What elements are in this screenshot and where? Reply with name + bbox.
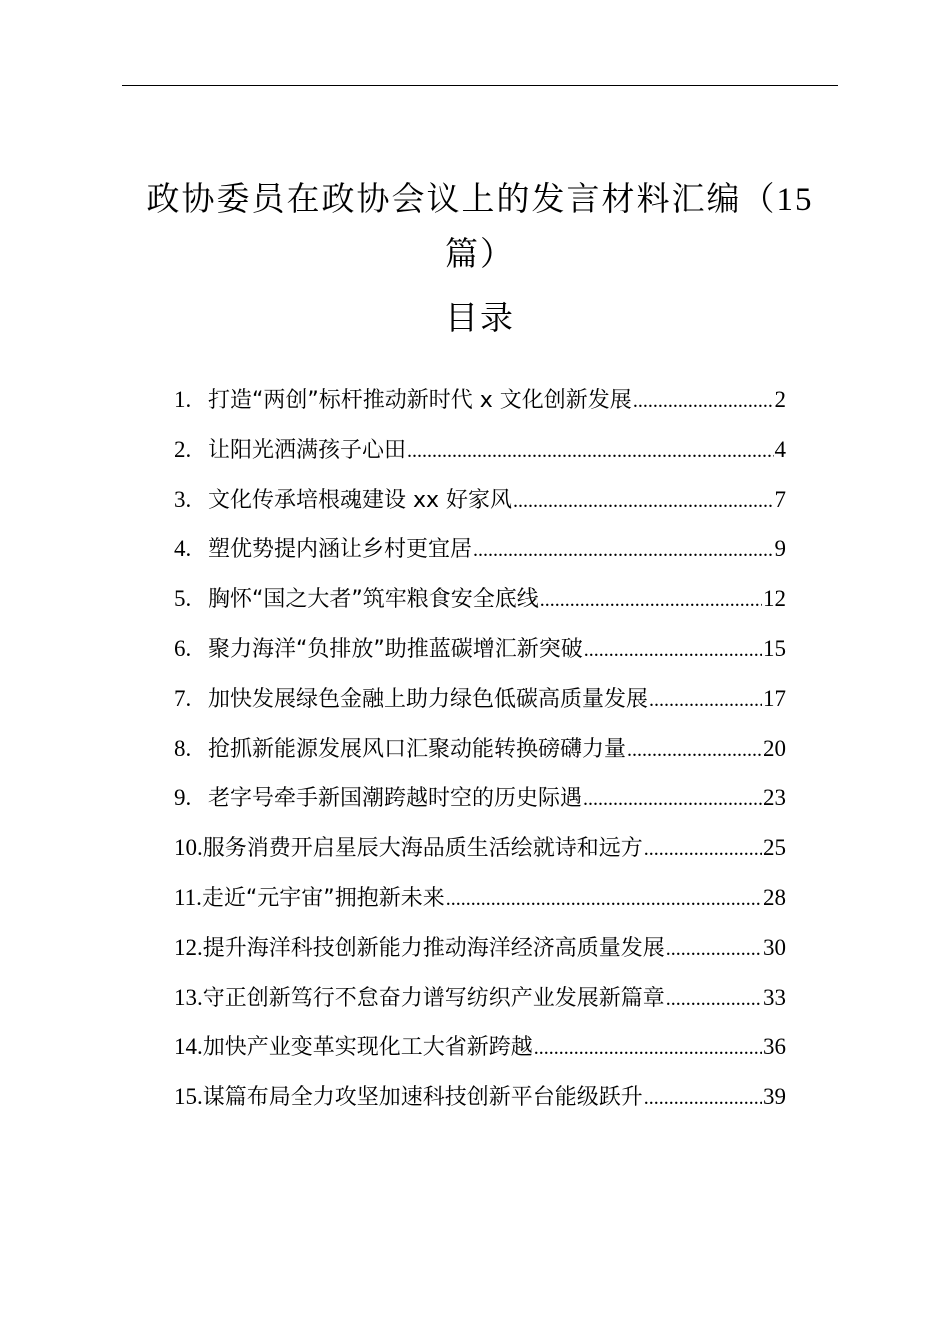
toc-entry[interactable] bbox=[174, 973, 786, 1023]
toc-dot-leader bbox=[584, 626, 762, 676]
table-of-contents bbox=[174, 375, 786, 1122]
toc-entry[interactable] bbox=[174, 624, 786, 674]
toc-dot-leader bbox=[627, 726, 762, 776]
toc-entry-page-number: 2 bbox=[774, 387, 786, 412]
toc-entry-title: 谋篇布局全力攻坚加速科技创新平台能级跃升 bbox=[202, 1085, 643, 1111]
toc-entry-page-number: 15 bbox=[763, 635, 786, 661]
toc-entry[interactable] bbox=[174, 475, 786, 525]
toc-dot-leader bbox=[583, 775, 762, 825]
toc-entry[interactable] bbox=[174, 1072, 786, 1122]
title-block bbox=[122, 172, 838, 345]
toc-entry-title: 聚力海洋“负排放”助推蓝碳增汇新突破 bbox=[208, 636, 583, 662]
toc-entry-title: 老字号牵手新国潮跨越时空的历史际遇 bbox=[208, 786, 583, 812]
toc-entry[interactable] bbox=[174, 524, 786, 574]
toc-entry[interactable] bbox=[174, 674, 786, 724]
toc-entry-title: 服务消费开启星辰大海品质生活绘就诗和远方 bbox=[202, 836, 643, 862]
toc-entry-title: 加快产业变革实现化工大省新跨越 bbox=[202, 1035, 533, 1061]
toc-entry-title: 守正创新笃行不怠奋力谱写纺织产业发展新篇章 bbox=[202, 985, 665, 1011]
toc-entry[interactable] bbox=[174, 425, 786, 475]
toc-entry-number: 9. bbox=[174, 785, 192, 811]
toc-dot-leader bbox=[644, 1074, 762, 1124]
toc-entry-title: 让阳光洒满孩子心田 bbox=[208, 437, 407, 463]
toc-entry-number: 13. bbox=[174, 984, 203, 1010]
toc-entry-title: 加快发展绿色金融上助力绿色低碳高质量发展 bbox=[208, 686, 649, 712]
toc-entry[interactable] bbox=[174, 574, 786, 624]
document-title-line-1 bbox=[122, 172, 838, 227]
toc-entry-page-number: 23 bbox=[763, 785, 786, 811]
document-title-line-2: 篇） bbox=[445, 234, 515, 273]
toc-entry-page-number: 9 bbox=[774, 536, 786, 562]
toc-entry[interactable] bbox=[174, 923, 786, 973]
toc-dot-leader bbox=[666, 975, 762, 1025]
toc-entry-title: 抢抓新能源发展风口汇聚动能转换磅礴力量 bbox=[208, 736, 627, 762]
toc-entry-number: 5. bbox=[174, 586, 192, 612]
toc-entry-number: 11. bbox=[174, 884, 202, 910]
toc-dot-leader bbox=[534, 1024, 762, 1074]
toc-entry-title: 塑优势提内涵让乡村更宜居 bbox=[208, 537, 473, 563]
toc-entry-number: 1. bbox=[174, 387, 192, 412]
toc-entry-title: 提升海洋科技创新能力推动海洋经济高质量发展 bbox=[202, 935, 665, 961]
toc-entry-page-number: 4 bbox=[774, 436, 786, 462]
toc-entry-number: 15. bbox=[174, 1084, 203, 1110]
toc-entry-page-number: 7 bbox=[774, 486, 786, 512]
toc-dot-leader bbox=[513, 477, 773, 527]
toc-entry-page-number: 39 bbox=[763, 1084, 786, 1110]
toc-entry-page-number: 20 bbox=[763, 735, 786, 761]
toc-entry[interactable] bbox=[174, 1022, 786, 1072]
toc-entry[interactable] bbox=[174, 823, 786, 873]
toc-dot-leader bbox=[540, 576, 762, 626]
toc-entry-title: 走近“元宇宙”拥抱新未来 bbox=[201, 885, 445, 911]
toc-entry-number: 3. bbox=[174, 486, 192, 512]
toc-entry-number: 10. bbox=[174, 835, 203, 861]
toc-dot-leader bbox=[473, 526, 773, 576]
toc-dot-leader bbox=[407, 427, 773, 477]
toc-entry-number: 6. bbox=[174, 635, 192, 661]
document-title-count: 15 bbox=[776, 182, 814, 218]
toc-dot-leader bbox=[649, 676, 762, 726]
toc-entry-number: 7. bbox=[174, 685, 192, 711]
toc-entry-number: 4. bbox=[174, 536, 192, 562]
toc-dot-leader bbox=[666, 925, 762, 975]
toc-heading: 目录 bbox=[445, 298, 515, 337]
toc-dot-leader bbox=[644, 825, 762, 875]
toc-entry[interactable] bbox=[174, 773, 786, 823]
toc-entry-title: 胸怀“国之大者”筑牢粮食安全底线 bbox=[208, 587, 539, 613]
toc-entry-number: 8. bbox=[174, 735, 192, 761]
toc-entry-page-number: 33 bbox=[763, 984, 786, 1010]
toc-entry[interactable] bbox=[174, 375, 786, 425]
toc-entry-page-number: 30 bbox=[763, 934, 786, 960]
toc-entry-number: 2. bbox=[174, 436, 192, 462]
toc-entry-title: 打造“两创”标杆推动新时代 x 文化创新发展 bbox=[208, 388, 632, 413]
toc-entry-title: 文化传承培根魂建设 xx 好家风 bbox=[208, 487, 513, 513]
toc-entry-number: 12. bbox=[174, 934, 203, 960]
toc-entry-page-number: 25 bbox=[763, 835, 786, 861]
toc-entry[interactable] bbox=[174, 873, 786, 923]
header-rule bbox=[122, 85, 838, 86]
toc-entry-page-number: 28 bbox=[763, 884, 786, 910]
toc-entry-page-number: 36 bbox=[763, 1034, 786, 1060]
toc-entry-number: 14. bbox=[174, 1034, 203, 1060]
document-title-text: 政协委员在政协会议上的发言材料汇编（ bbox=[146, 179, 777, 218]
toc-entry-page-number: 12 bbox=[763, 586, 786, 612]
toc-dot-leader bbox=[633, 377, 774, 427]
toc-entry-page-number: 17 bbox=[763, 685, 786, 711]
toc-entry[interactable] bbox=[174, 724, 786, 774]
toc-dot-leader bbox=[446, 875, 762, 925]
